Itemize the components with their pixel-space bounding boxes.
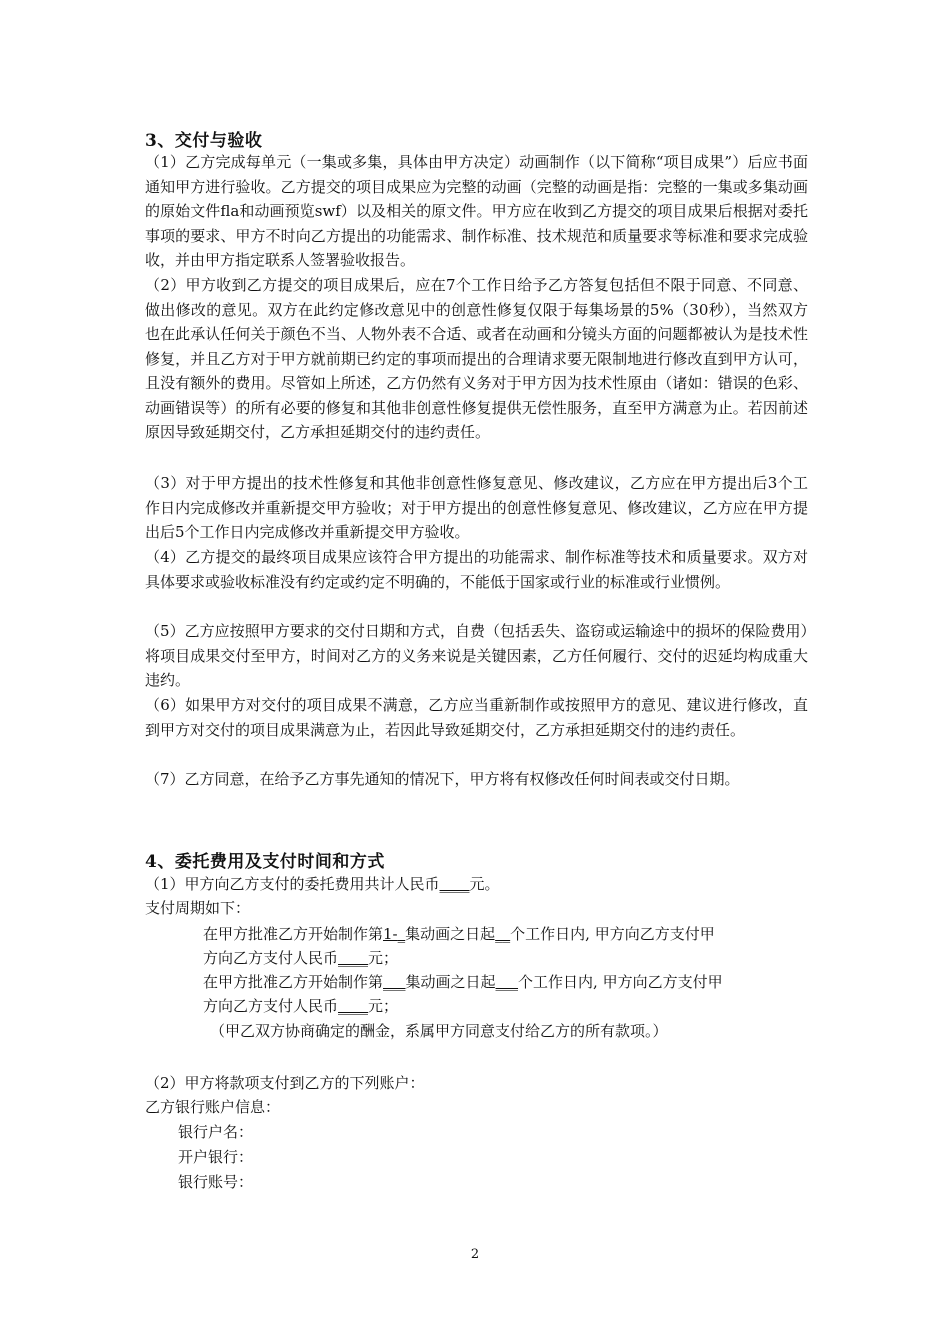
page-number: 2 [470, 1247, 480, 1262]
payment-2-blank-1: ___ [383, 973, 406, 991]
section-3-paragraph-7: （7）乙方同意，在给予乙方事先通知的情况下，甲方将有权修改任何时间表或交付日期。 [145, 770, 740, 788]
payment-2-line-1 [203, 970, 723, 994]
payment-1-episode: 1- [383, 925, 398, 943]
payment-2-text-a: 在甲方批准乙方开始制作第 [203, 973, 384, 991]
payment-2-amount-label: 方向乙方支付人民币 [203, 997, 339, 1015]
account-intro: （2）甲方将款项支付到乙方的下列账户： [145, 1074, 425, 1092]
bank-account-label: 银行账号： [178, 1173, 254, 1191]
payment-1-line-1 [203, 922, 715, 946]
payment-1-text-b: 集动画之日起 [405, 925, 496, 943]
section-3-paragraph-3: （3）对于甲方提出的技术性修复和其他非创意性修复意见、修改建议，乙方应在甲方提出后3个工作日内完成修改并重新提交甲方验收；对于甲方提出的创意性修复意见、修改建议，乙方应在甲方提出后5个工作日内完成修改并重新提交甲方验收。 [145, 474, 808, 541]
payment-2-blank-2: ___ [495, 973, 519, 991]
payment-2-line-2 [203, 994, 398, 1018]
payment-1-amount-blank: ____ [338, 949, 369, 967]
payment-1-amount-label: 方向乙方支付人民币 [203, 949, 339, 967]
fee-prefix: （1）甲方向乙方支付的委托费用共计人民币 [145, 875, 440, 893]
payment-1-text-a: 在甲方批准乙方开始制作第 [203, 925, 384, 943]
payment-2-amount-blank: ____ [338, 997, 369, 1015]
payment-note: （甲乙双方协商确定的酬金，系属甲方同意支付给乙方的所有款项。） [210, 1022, 668, 1040]
payment-1-line-2 [203, 946, 398, 970]
section-3-heading: 3、交付与验收 [145, 131, 263, 151]
payment-1-text-c: 个工作日内, 甲方向乙方支付甲 [510, 925, 715, 943]
payment-1-blank-1: _ [397, 925, 406, 943]
bank-name-label: 银行户名： [178, 1123, 254, 1141]
fee-suffix: 元。 [469, 875, 500, 893]
fee-total-line [145, 872, 500, 896]
payment-2-text-b: 集动画之日起 [405, 973, 496, 991]
payment-2-text-c: 个工作日内, 甲方向乙方支付甲 [518, 973, 723, 991]
payment-1-amount-suffix: 元； [368, 949, 399, 967]
section-3-paragraph-2: （2）甲方收到乙方提交的项目成果后，应在7个工作日给予乙方答复包括但不限于同意、不同意、做出修改的意见。双方在此约定修改意见中的创意性修复仅限于每集场景的5%（30秒），当然双方也在此承认任何关于颜色不当、人物外表不合适、或者在动画和分镜头方面的问题都被认为是技术性修复，并且乙方对于甲方就前期已约定的事项而提出的合理请求要无限制地进行修改直到甲方认可，且没有额外的费用。尽管如上所述，乙方仍然有义务对于甲方因为技术性原由（诸如：错误的色彩、动画错误等）的所有必要的修复和其他非创意性修复提供无偿性服务，直至甲方满意为止。若因前述原因导致延期交付，乙方承担延期交付的违约责任。 [145, 276, 808, 441]
section-3-paragraph-6: （6）如果甲方对交付的项目成果不满意，乙方应当重新制作或按照甲方的意见、建议进行修改，直到甲方对交付的项目成果满意为止，若因此导致延期交付，乙方承担延期交付的违约责任。 [145, 696, 808, 739]
payment-2-amount-suffix: 元； [368, 997, 399, 1015]
section-3-paragraph-5: （5）乙方应按照甲方要求的交付日期和方式，自费（包括丢失、盗窃或运输途中的损坏的保险费用）将项目成果交付至甲方，时间对乙方的义务来说是关键因素，乙方任何履行、交付的迟延均构成重大违约。 [145, 622, 808, 689]
payment-1-blank-2: __ [495, 925, 511, 943]
section-3-paragraph-1: （1）乙方完成每单元（一集或多集，具体由甲方决定）动画制作（以下简称“项目成果”）后应书面通知甲方进行验收。乙方提交的项目成果应为完整的动画（完整的动画是指：完整的一集或多集动画的原始文件fla和动画预览swf）以及相关的原文件。甲方应在收到乙方提交的项目成果后根据对委托事项的要求、甲方不时向乙方提出的功能需求、制作标准、技术规范和质量要求等标准和要求完成验收，并由甲方指定联系人签署验收报告。 [145, 153, 808, 269]
section-3-paragraph-4: （4）乙方提交的最终项目成果应该符合甲方提出的功能需求、制作标准等技术和质量要求。双方对具体要求或验收标准没有约定或约定不明确的，不能低于国家或行业的标准或行业惯例。 [145, 548, 808, 591]
section-4-heading: 4、委托费用及支付时间和方式 [145, 852, 385, 872]
payment-cycle-label: 支付周期如下： [145, 899, 251, 917]
bank-info-label: 乙方银行账户信息： [145, 1098, 281, 1116]
fee-amount-blank: ____ [439, 875, 470, 893]
bank-branch-label: 开户银行： [178, 1148, 254, 1166]
